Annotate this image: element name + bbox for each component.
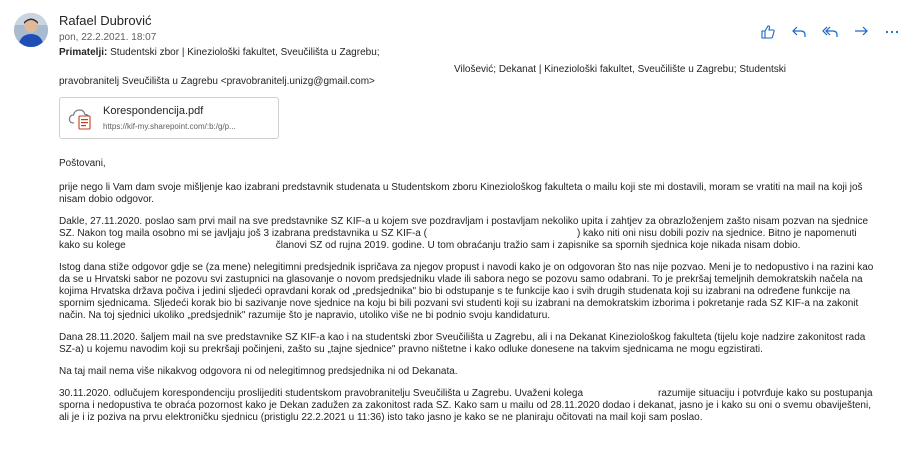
recipient-list-1[interactable]: Studentski zbor | Kineziološki fakultet, Sveučilišta u Zagrebu; — [110, 47, 380, 58]
recipients-label: Primatelji: — [59, 47, 108, 58]
greeting: Poštovani, — [59, 158, 106, 169]
paragraph-2-part-b: ) kako niti oni nisu dobili poziv na sjednice. Bitno je napomenuti kako su kolege — [59, 228, 857, 251]
paragraph-2 — [59, 216, 879, 252]
attachment-card[interactable] — [59, 97, 279, 139]
like-button[interactable] — [752, 22, 783, 42]
reply-all-button[interactable] — [814, 22, 845, 42]
recipient-list-2[interactable]: Vilošević; Dekanat | Kineziološki fakultet, Sveučilište u Zagrebu; Studentski — [454, 64, 787, 75]
reply-button[interactable] — [783, 22, 814, 42]
attachment-url: https://kif-my.sharepoint.com/:b:/g/p... — [103, 122, 236, 131]
forward-icon — [853, 24, 869, 40]
message-actions — [752, 22, 906, 42]
reply-icon — [791, 24, 807, 40]
message-body — [59, 158, 879, 434]
paragraph-6-part-a: 30.11.2020. odlučujem korespondenciju proslijediti studentskom pravobranitelju Sveučilišta u Zagrebu. Uvaženi kolega — [59, 388, 584, 399]
attachment-name: Korespondencija.pdf — [103, 105, 204, 117]
like-icon — [760, 24, 776, 40]
avatar[interactable] — [14, 13, 48, 47]
paragraph-6 — [59, 388, 879, 424]
sent-date: pon, 22.2.2021. 18:07 — [59, 32, 157, 43]
paragraph-2-part-a: Dakle, 27.11.2020. poslao sam prvi mail na sve predstavnike SZ KIF-a u kojem sve pozdravljam i postavljam nekoliko upita i zahtjev za obrazloženjem zašto nisam pozvan na sjednice SZ. Nakon tog maila osobno mi se javljaju još 3 izabrana predstavnika u SZ KIF-a ( — [59, 216, 869, 239]
paragraph-4: Dana 28.11.2020. šaljem mail na sve predstavnike SZ KIF-a kao i na studentski zbor Sveučilišta u Zagrebu, ali i na Dekanat Kineziološkog fakulteta (tijelu koje nadzire zakonitost rada SZ-a) u kojemu navodim koji su prekršaji počinjeni, zašto su „tajne sjednice" pravno ništetne i kako odluke donesene na takvim sjednicama ne mogu egzistirati. — [59, 332, 866, 355]
more-actions-button[interactable] — [876, 22, 906, 42]
more-icon — [884, 24, 900, 40]
forward-button[interactable] — [845, 22, 876, 42]
paragraph-5: Na taj mail nema više nikakvog odgovora ni od nelegitimnog predsjednika ni od Dekanata. — [59, 366, 458, 377]
recipients-line — [59, 47, 380, 58]
cloud-pdf-icon — [68, 106, 94, 130]
paragraph-6-part-b: razumije situaciju i potvrđuje kako su postupanja sporna i nedopustiva te obraća pozornost kako je Dekan zadužen za zakonitost rada SZ. Kako sam u mailu od 28.11.2020 dodao i dekanat, jasno je i kako su oni o svemu obaviješteni, ali je i iz poziva na prvu elektroničku sjednicu (pristiglu 22.2.2021 u 11:36) isto tako jasno je kako se ne planiraju očitovati na mail koji sam poslao. — [59, 388, 873, 423]
paragraph-3: Istog dana stiže odgovor gdje se (za mene) nelegitimni predsjednik ispričava za njegov propust i navodi kako je on odgovoran što nas nije pozvao. Meni je to nedopustivo i na razini kao da se u Hrvatski sabor ne pozovu svi zastupnici na glasovanje o novom predsjedniku vlade ili sabora nego se pozovu samo odabrani. To je prekršaj temeljnih demokratskih načela na kojima Hrvatska država počiva i jedini sljedeći opravdani korak od „predsjednika" bio bi odstupanje s te funkcije kao i svih drugih studenata koji su izabrani na određene funkcije na spornim sjednicama. Sljedeći korak bio bi sazivanje nove sjednice na koju bi bili pozvani svi studenti koji su izabrani na demokratskim izborima i pokretanje rada SZ KIF-a na zakonit način. Na toj sjednici ukoliko „predsjednik" razumije što je napravio, utoliko više ne bi podnio svoju kandidaturu. — [59, 262, 874, 321]
sender-name[interactable]: Rafael Dubrović — [59, 13, 152, 28]
reply-all-icon — [822, 24, 838, 40]
recipient-list-3[interactable]: pravobranitelj Sveučilišta u Zagrebu <pravobranitelj.unizg@gmail.com> — [59, 76, 375, 87]
paragraph-2-part-c: članovi SZ od rujna 2019. godine. U tom obraćanju tražio sam i zapisnike sa spornih sjednica koje nikada nisam dobio. — [275, 240, 801, 251]
paragraph-1: prije nego li Vam dam svoje mišljenje kao izabrani predstavnik studenata u Studentskom zboru Kineziološkog fakulteta o mailu koji ste mi dostavili, moram se vratiti na mail na koji još nisam dobio odgovor. — [59, 182, 863, 205]
